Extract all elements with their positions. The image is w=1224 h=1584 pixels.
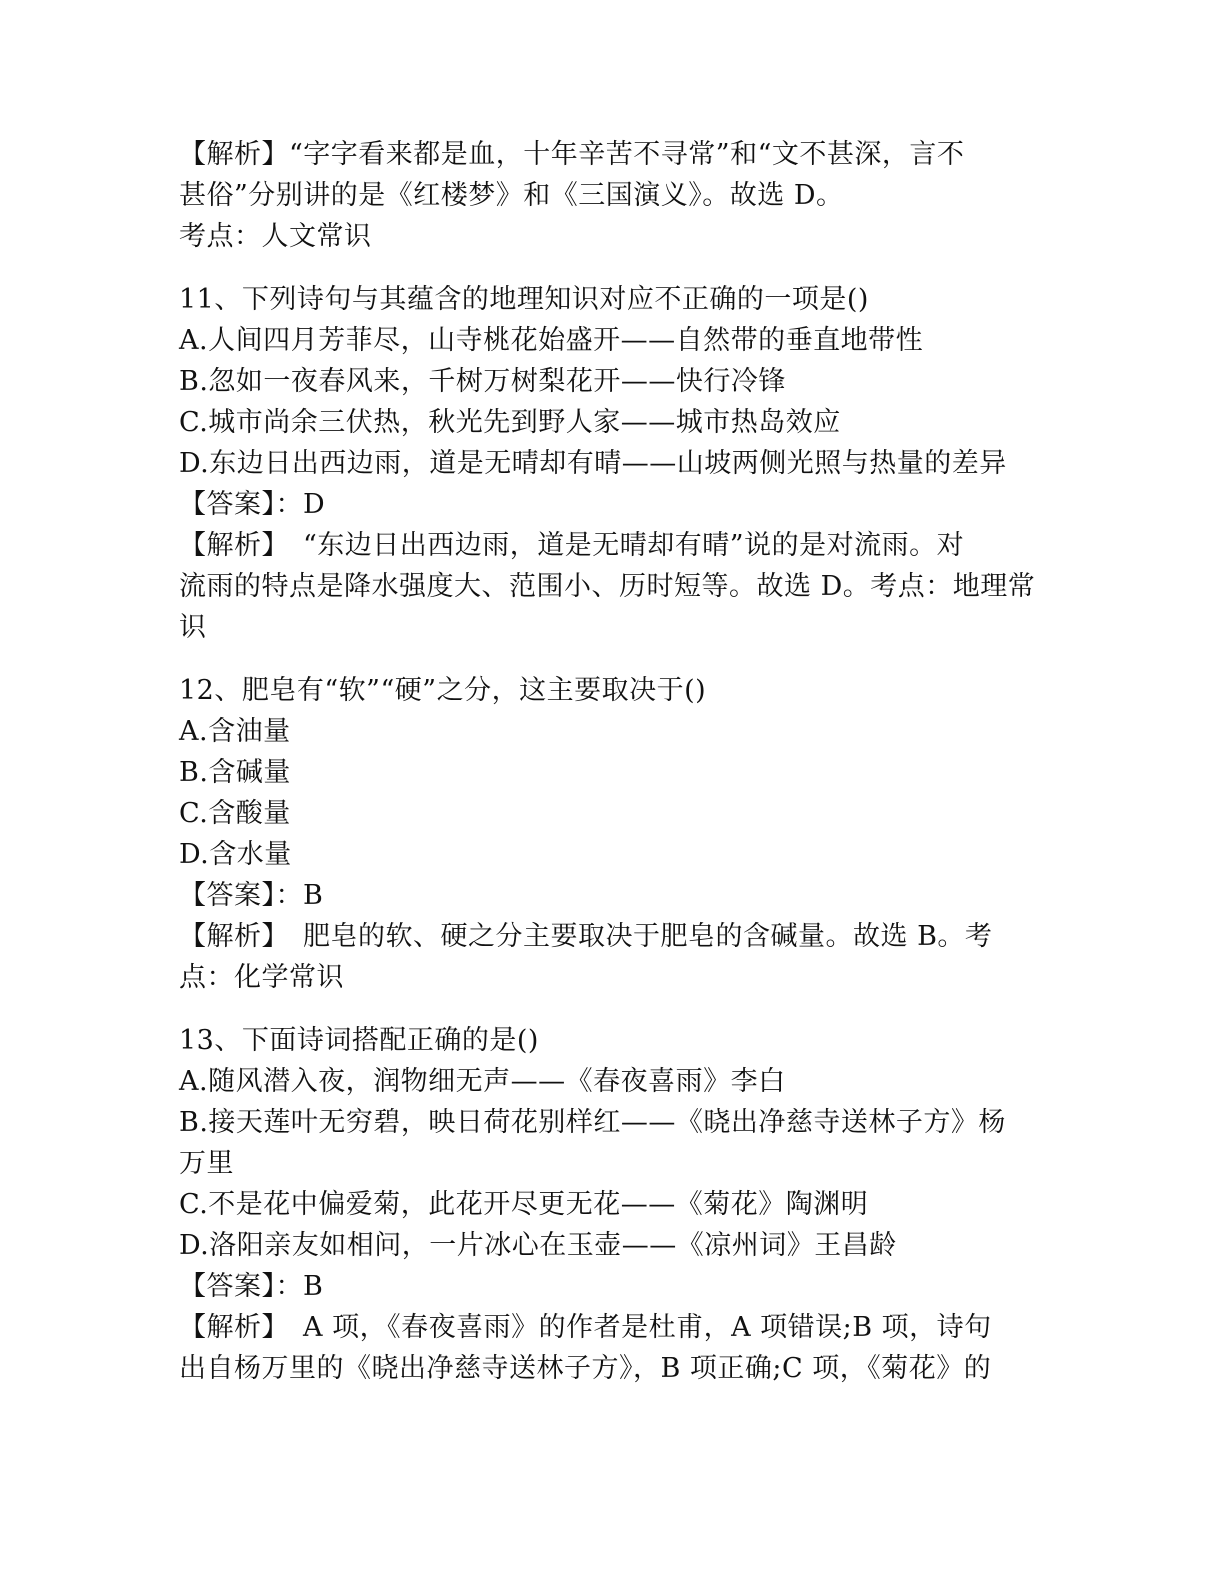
option-c: C.城市尚余三伏热，秋光先到野人家——城市热岛效应 xyxy=(179,407,841,438)
explanation-line: 【解析】 “东边日出西边雨，道是无晴却有晴”说的是对流雨。对 xyxy=(179,530,965,561)
option-a: A.随风潜入夜，润物细无声——《春夜喜雨》李白 xyxy=(179,1066,786,1097)
question-stem: 13、下面诗词搭配正确的是() xyxy=(179,1025,539,1056)
option-d: D.含水量 xyxy=(179,839,292,870)
text-line: 【解析】“字字看来都是血，十年辛苦不寻常”和“文不甚深，言不 xyxy=(179,139,965,170)
explanation-line: 点：化学常识 xyxy=(179,962,344,993)
text-line: 考点：人文常识 xyxy=(179,221,372,252)
answer-line: 【答案】：B xyxy=(179,1271,324,1302)
option-d: D.洛阳亲友如相问，一片冰心在玉壶——《凉州词》王昌龄 xyxy=(179,1230,897,1261)
answer-line: 【答案】：B xyxy=(179,880,324,911)
option-b: B.忽如一夜春风来，千树万树梨花开——快行冷锋 xyxy=(179,366,786,397)
option-a: A.含油量 xyxy=(179,716,291,747)
answer-line: 【答案】：D xyxy=(179,489,326,520)
question-stem: 12、肥皂有“软”“硬”之分，这主要取决于() xyxy=(179,675,707,706)
option-b: B.接天莲叶无穷碧，映日荷花别样红——《晓出净慈寺送林子方》杨 xyxy=(179,1107,1006,1138)
explanation-line: 【解析】 A 项，《春夜喜雨》的作者是杜甫，A 项错误;B 项，诗句 xyxy=(179,1312,992,1343)
document-page xyxy=(179,134,1039,1389)
block-question-11 xyxy=(179,279,1039,648)
option-b-continued: 万里 xyxy=(179,1148,234,1179)
explanation-line: 出自杨万里的《晓出净慈寺送林子方》，B 项正确;C 项，《菊花》的 xyxy=(179,1353,992,1384)
text-line: 甚俗”分别讲的是《红楼梦》和《三国演义》。故选 D。 xyxy=(179,180,844,211)
question-stem: 11、下列诗句与其蕴含的地理知识对应不正确的一项是() xyxy=(179,284,869,315)
option-c: C.含酸量 xyxy=(179,798,291,829)
block-question-12 xyxy=(179,670,1039,998)
option-d: D.东边日出西边雨，道是无晴却有晴——山坡两侧光照与热量的差异 xyxy=(179,448,1007,479)
option-a: A.人间四月芳菲尽，山寺桃花始盛开——自然带的垂直地带性 xyxy=(179,325,924,356)
block-question-13 xyxy=(179,1020,1039,1389)
explanation-line: 识 xyxy=(179,612,207,643)
option-b: B.含碱量 xyxy=(179,757,291,788)
explanation-line: 流雨的特点是降水强度大、范围小、历时短等。故选 D。考点：地理常 xyxy=(179,571,1036,602)
block-q10-explanation xyxy=(179,134,1039,257)
option-c: C.不是花中偏爱菊，此花开尽更无花——《菊花》陶渊明 xyxy=(179,1189,869,1220)
explanation-line: 【解析】 肥皂的软、硬之分主要取决于肥皂的含碱量。故选 B。考 xyxy=(179,921,993,952)
